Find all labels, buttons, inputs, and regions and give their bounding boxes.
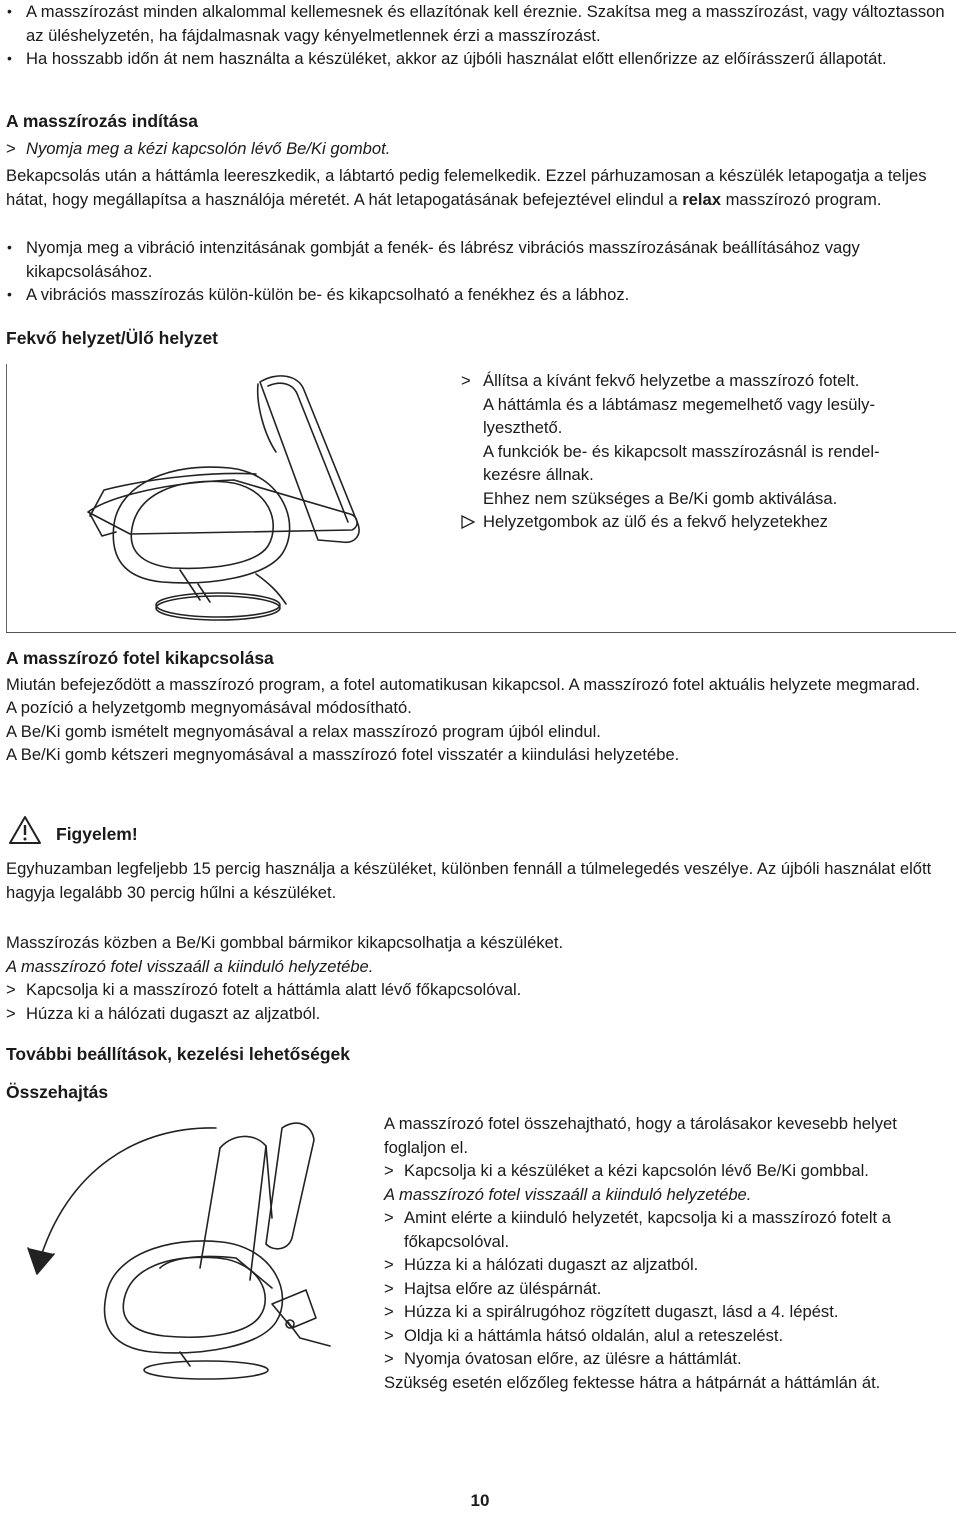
shutdown-line: A pozíció a helyzetgomb megnyomásával módosítható. — [6, 698, 412, 717]
position-line: kezésre állnak. — [483, 465, 594, 484]
position-line: lyeszthető. — [483, 418, 563, 437]
position-instructions — [461, 369, 951, 534]
switchoff-italic-line: A masszírozó fotel visszaáll a kiinduló helyzetébe. — [6, 956, 374, 976]
start-paragraph: Bekapcsolás után a háttámla leereszkedik, a lábtartó pedig felemelkedik. Ezzel párhuzamosan a készülék letapogatja a teljes hátat, hogy megállapítsa a használója méretét. A hát letapogatásának befejeztével elindul a relax masszírozó program. — [6, 166, 927, 209]
position-line: Ehhez nem szükséges a Be/Ki gomb aktiválása. — [483, 488, 838, 508]
shutdown-line: A Be/Ki gomb kétszeri megnyomásával a masszírozó fotel visszatér a kiindulási helyzetébe. — [6, 745, 680, 764]
list-item: • A vibrációs masszírozás külön-külön be- és kikapcsolható a fenékhez és a lábhoz. — [7, 285, 630, 304]
list-item: • A masszírozást minden alkalommal kellemesnek és ellazítónak kell éreznie. Szakítsa meg a masszírozást, vagy változtasson az üléshelyzetén, ha fájdalmasnak vagy kényelmetlennek érzi a masszírozást. — [7, 2, 945, 45]
reclining-chair-illustration — [20, 364, 440, 626]
triangle-arrow-icon — [461, 515, 475, 529]
warning-triangle-icon — [8, 815, 42, 845]
section-heading-start: A masszírozás indítása — [6, 111, 198, 131]
subheading-folding: Összehajtás — [6, 1082, 109, 1102]
list-item: • Nyomja meg a vibráció intenzitásának gombját a fenék- és lábrész vibrációs masszírozásának beállításához vagy kikapcsolásához. — [7, 238, 860, 281]
folding-closing: Szükség esetén előzőleg fektesse hátra a hátpárnát a háttámlán át. — [384, 1372, 881, 1392]
folding-step-1: > Kapcsolja ki a készüléket a kézi kapcsolón lévő Be/Ki gombbal. — [384, 1161, 869, 1180]
folding-step-7: > Nyomja óvatosan előre, az ülésre a háttámlát. — [384, 1349, 742, 1368]
top-bullets — [6, 0, 956, 71]
folding-italic-line: A masszírozó fotel visszaáll a kiinduló helyzetébe. — [384, 1184, 752, 1204]
page-number: 10 — [470, 1491, 490, 1510]
shutdown-line: A Be/Ki gomb ismételt megnyomásával a relax masszírozó program újból elindul. — [6, 721, 601, 741]
divider — [6, 632, 956, 633]
shutdown-line: Miután befejeződött a masszírozó program, a fotel automatikusan kikapcsol. A masszírozó fotel aktuális helyzete megmarad. — [6, 674, 921, 694]
section-heading-further: További beállítások, kezelési lehetőségek — [6, 1044, 350, 1064]
folding-step-3: > Húzza ki a hálózati dugaszt az aljzatból. — [384, 1255, 699, 1274]
section-heading-position: Fekvő helyzet/Ülő helyzet — [6, 328, 219, 348]
start-bullets — [6, 236, 956, 307]
folding-intro: A masszírozó fotel összehajtható, hogy a tárolásakor kevesebb helyet foglaljon el. — [384, 1114, 897, 1157]
folding-step-5: > Húzza ki a spirálrugóhoz rögzített dugaszt, lásd a 4. lépést. — [384, 1302, 839, 1321]
folding-step-4: > Hajtsa előre az üléspárnát. — [384, 1278, 602, 1298]
folding-step-2: > Amint elérte a kiinduló helyzetét, kapcsolja ki a masszírozó fotelt a főkapcsolóval. — [384, 1208, 891, 1251]
shutdown-section — [6, 647, 956, 767]
switchoff-section — [6, 931, 956, 1025]
start-step-1: > Nyomja meg a kézi kapcsolón lévő Be/Ki gombot. — [6, 139, 391, 158]
warning-title: Figyelem! — [56, 824, 138, 844]
position-line: A háttámla és a lábtámasz megemelhető vagy lesüly- — [483, 394, 875, 414]
list-item: • Ha hosszabb időn át nem használta a készüléket, akkor az újbóli használat előtt ellenőrizze az előírásszerű állapotát. — [7, 49, 887, 68]
switchoff-line: Masszírozás közben a Be/Ki gombbal bármikor kikapcsolhatja a készüléket. — [6, 933, 564, 952]
folding-instructions — [384, 1112, 956, 1394]
folding-chair-illustration — [10, 1108, 380, 1380]
position-step-1: > Állítsa a kívánt fekvő helyzetbe a masszírozó fotelt. — [461, 371, 860, 390]
position-step-2: Helyzetgombok az ülő és a fekvő helyzetekhez — [461, 510, 951, 534]
switchoff-step-2: > Húzza ki a hálózati dugaszt az aljzatból. — [6, 1003, 321, 1023]
switchoff-step-1: > Kapcsolja ki a masszírozó fotelt a háttámla alatt lévő főkapcsolóval. — [6, 980, 522, 999]
folding-step-6: > Oldja ki a háttámla hátsó oldalán, alul a reteszelést. — [384, 1325, 784, 1345]
section-heading-shutdown: A masszírozó fotel kikapcsolása — [6, 648, 274, 668]
position-line: A funkciók be- és kikapcsolt masszírozásnál is rendel- — [483, 441, 880, 461]
warning-text: Egyhuzamban legfeljebb 15 percig használja a készüléket, különben fennáll a túlmelegedés veszélye. Az újbóli használat előtt hagyja legalább 30 percig hűlni a készüléket. — [6, 859, 932, 902]
